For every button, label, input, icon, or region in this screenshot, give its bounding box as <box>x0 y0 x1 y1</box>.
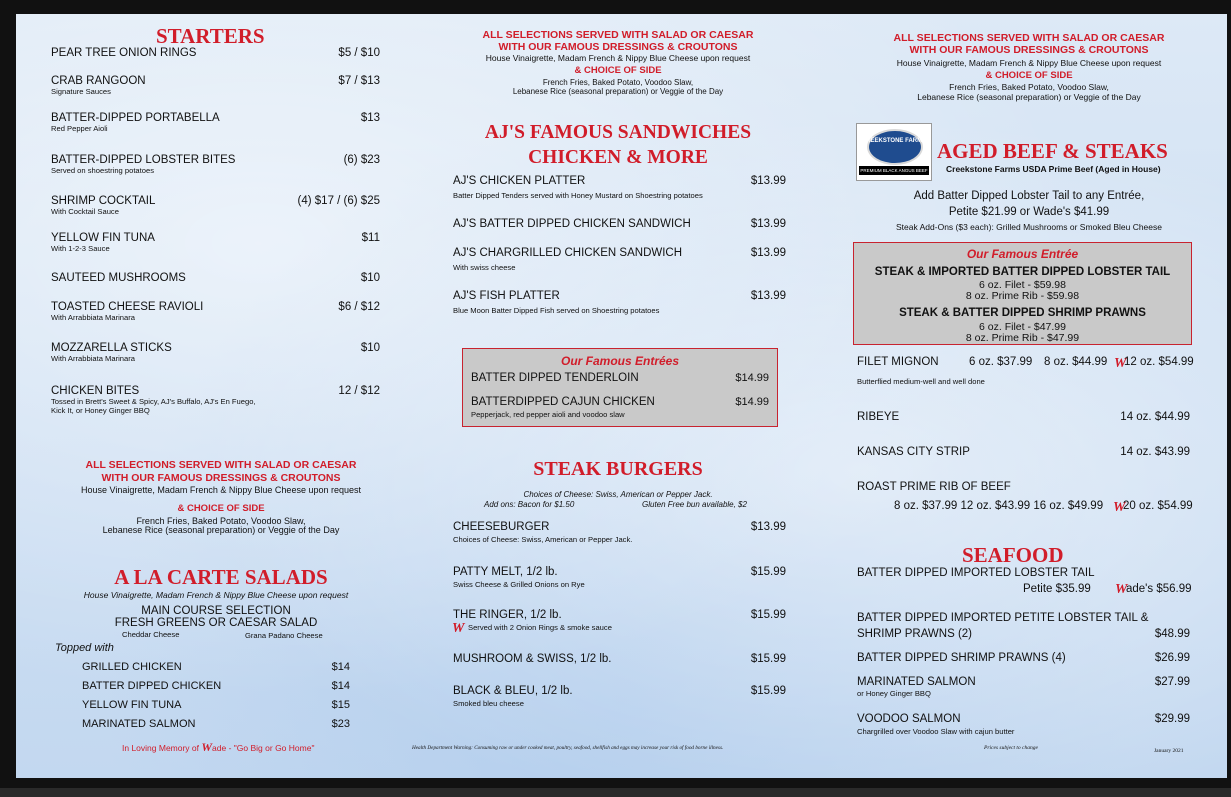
col2-side-title: & CHOICE OF SIDE <box>574 65 662 76</box>
entree-cajun-price: $14.99 <box>735 396 769 408</box>
menu-page <box>16 14 1227 778</box>
voodoo-salmon-desc: Chargrilled over Voodoo Slaw with cajun butter <box>857 727 1015 736</box>
col3-entree-box <box>853 242 1192 345</box>
sandwich-name: AJ'S FISH PLATTER <box>453 290 560 302</box>
lobster-petite-price: Petite $35.99 <box>1023 583 1091 595</box>
starter-price: 12 / $12 <box>338 385 380 397</box>
greens-label: FRESH GREENS OR CAESAR SALAD <box>114 617 318 629</box>
starter-price: $7 / $13 <box>338 75 380 87</box>
col2-side-line2: Lebanese Rice (seasonal preparation) or Veggie of the Day <box>512 87 724 96</box>
petite-tail-line2: SHRIMP PRAWNS (2) <box>857 628 973 640</box>
burger-desc: Choices of Cheese: Swiss, American or Pepper Jack. <box>453 535 633 544</box>
starter-desc: Kick It, or Honey Ginger BBQ <box>51 406 150 415</box>
bottom-strip <box>0 788 1231 797</box>
prawns-price: $26.99 <box>1154 652 1190 664</box>
starter-name: YELLOW FIN TUNA <box>51 232 155 244</box>
entree-prawns-primerib: 8 oz. Prime Rib - $47.99 <box>965 332 1080 344</box>
logo-oval <box>867 129 923 165</box>
starter-desc: Red Pepper Aioli <box>51 124 108 133</box>
entree-cajun-desc: Pepperjack, red pepper aioli and voodoo slaw <box>471 410 625 419</box>
topping-name: MARINATED SALMON <box>82 718 196 730</box>
filet-desc: Butterflied medium-well and well done <box>857 377 985 386</box>
entree-lobster-primerib: 8 oz. Prime Rib - $59.98 <box>965 290 1080 302</box>
starter-desc: With Cocktail Sauce <box>51 207 119 216</box>
sandwich-price: $13.99 <box>750 290 786 302</box>
burger-desc: Smoked bleu cheese <box>453 699 524 708</box>
burger-name: CHEESEBURGER <box>453 521 550 533</box>
sandwich-name: AJ'S CHARGRILLED CHICKEN SANDWICH <box>453 247 683 259</box>
topping-price: $15 <box>331 699 350 711</box>
marinated-salmon-price: $27.99 <box>1154 676 1190 688</box>
sandwiches-title-line2: CHICKEN & MORE <box>528 147 708 168</box>
starter-desc: Signature Sauces <box>51 87 111 96</box>
starter-name: TOASTED CHEESE RAVIOLI <box>51 301 204 313</box>
col1-selection-line2: WITH OUR FAMOUS DRESSINGS & CROUTONS <box>101 472 341 484</box>
starter-price: $10 <box>360 342 380 354</box>
sandwich-price: $13.99 <box>750 175 786 187</box>
filet-12oz: 12 oz. $54.99 <box>1124 356 1194 368</box>
entree-prawns-title: STEAK & BATTER DIPPED SHRIMP PRAWNS <box>899 307 1146 319</box>
col2-selection-line1: ALL SELECTIONS SERVED WITH SALAD OR CAESAR <box>482 29 754 41</box>
topping-price: $23 <box>331 718 350 730</box>
burger-price: $15.99 <box>750 609 786 621</box>
col1-side-line2: Lebanese Rice (seasonal preparation) or Veggie of the Day <box>102 525 340 535</box>
col1-dressings: House Vinaigrette, Madam French & Nippy Blue Cheese upon request <box>81 485 361 495</box>
col1-side-title: & CHOICE OF SIDE <box>177 503 265 514</box>
voodoo-salmon-price: $29.99 <box>1154 713 1190 725</box>
starter-name: BATTER-DIPPED LOBSTER BITES <box>51 154 236 166</box>
prime-rib-name: ROAST PRIME RIB OF BEEF <box>857 481 1011 493</box>
menu-date: January 2021 <box>1154 748 1184 754</box>
sandwich-price: $13.99 <box>750 247 786 259</box>
salads-subtitle: House Vinaigrette, Madam French & Nippy Blue Cheese upon request <box>83 590 349 600</box>
col3-selection-line2: WITH OUR FAMOUS DRESSINGS & CROUTONS <box>909 44 1149 56</box>
prime-w-mark: W <box>1113 500 1126 515</box>
topping-name: YELLOW FIN TUNA <box>82 699 182 711</box>
steak-addons: Steak Add-Ons ($3 each): Grilled Mushrooms or Smoked Bleu Cheese <box>896 222 1162 232</box>
starter-price: (6) $23 <box>343 154 380 166</box>
sandwich-desc: Blue Moon Batter Dipped Fish served on Shoestring potatoes <box>453 306 660 315</box>
seafood-title: SEAFOOD <box>962 543 1064 567</box>
burgers-gluten-free: Gluten Free bun available, $2 <box>642 500 747 509</box>
burger-name: PATTY MELT, 1/2 lb. <box>453 566 558 578</box>
entree-tenderloin-name: BATTER DIPPED TENDERLOIN <box>471 372 639 384</box>
prices-note: Prices subject to change <box>984 745 1038 751</box>
entree-lobster-title: STEAK & IMPORTED BATTER DIPPED LOBSTER TAIL <box>874 266 1171 278</box>
col2-entrees-title: Our Famous Entrées <box>560 354 680 368</box>
ringer-w-mark: W <box>452 621 465 636</box>
logo-text: CREEKSTONE FARMS <box>861 138 927 144</box>
prime-rib-20oz: 20 oz. $54.99 <box>1123 500 1193 512</box>
sandwich-price: $13.99 <box>750 218 786 230</box>
health-warning: Health Department Warning: Consuming raw or under cooked meat, poultry, seafood, shellfish and eggs may increase your risk of food borne illness. <box>412 745 724 751</box>
burger-desc: Served with 2 Onion Rings & smoke sauce <box>468 623 612 632</box>
starter-name: SAUTEED MUSHROOMS <box>51 272 186 284</box>
sandwich-name: AJ'S CHICKEN PLATTER <box>453 175 586 187</box>
col3-side-title: & CHOICE OF SIDE <box>985 70 1073 81</box>
starter-price: (4) $17 / (6) $25 <box>297 195 380 207</box>
starter-desc: Served on shoestring potatoes <box>51 166 155 175</box>
col2-dressings: House Vinaigrette, Madam French & Nippy Blue Cheese upon request <box>485 53 751 63</box>
burger-name: THE RINGER, 1/2 lb. <box>453 609 562 621</box>
starter-price: $5 / $10 <box>338 47 380 59</box>
filet-8oz: 8 oz. $44.99 <box>1044 356 1108 368</box>
burger-name: MUSHROOM & SWISS, 1/2 lb. <box>453 653 612 665</box>
starter-price: $6 / $12 <box>338 301 380 313</box>
burgers-title: STEAK BURGERS <box>533 458 703 480</box>
steaks-title: AGED BEEF & STEAKS <box>937 139 1168 163</box>
burger-desc: Swiss Cheese & Grilled Onions on Rye <box>453 580 585 589</box>
sandwich-name: AJ'S BATTER DIPPED CHICKEN SANDWICH <box>453 218 691 230</box>
topping-price: $14 <box>331 680 350 692</box>
filet-w-mark: W <box>1114 356 1127 371</box>
lobster-add-line1: Add Batter Dipped Lobster Tail to any Entrée, <box>913 190 1145 202</box>
starter-desc: With Arrabbiata Marinara <box>51 354 135 363</box>
burgers-addons: Add ons: Bacon for $1.50 <box>484 500 575 509</box>
starter-name: CRAB RANGOON <box>51 75 146 87</box>
creekstone-logo <box>856 123 932 181</box>
salads-title: A LA CARTE SALADS <box>114 565 328 589</box>
starter-name: BATTER-DIPPED PORTABELLA <box>51 112 220 124</box>
petite-tail-line1: BATTER DIPPED IMPORTED PETITE LOBSTER TAIL & <box>857 612 1149 624</box>
entree-prawns-filet: 6 oz. Filet - $47.99 <box>979 321 1066 333</box>
col1-selection-line1: ALL SELECTIONS SERVED WITH SALAD OR CAESAR <box>85 459 357 471</box>
lobster-tail-name: BATTER DIPPED IMPORTED LOBSTER TAIL <box>857 567 1095 579</box>
memory-post: ade - "Go Big or Go Home" <box>212 743 315 753</box>
starter-price: $13 <box>360 112 380 124</box>
starter-name: CHICKEN BITES <box>51 385 140 397</box>
col3-dressings: House Vinaigrette, Madam French & Nippy Blue Cheese upon request <box>896 58 1162 68</box>
sandwich-desc: With swiss cheese <box>453 263 516 272</box>
ribeye-price: 14 oz. $44.99 <box>1120 411 1190 423</box>
entree-cajun-name: BATTERDIPPED CAJUN CHICKEN <box>471 396 655 408</box>
starters-title: STARTERS <box>156 24 265 48</box>
starter-desc: Tossed in Brett's Sweet & Spicy, AJ's Buffalo, AJ's En Fuego, <box>51 397 256 406</box>
topping-name: BATTER DIPPED CHICKEN <box>82 680 222 692</box>
memory-pre: In Loving Memory of <box>122 743 202 753</box>
topping-price: $14 <box>331 661 350 673</box>
prime-rib-prices: 8 oz. $37.99 12 oz. $43.99 16 oz. $49.99 <box>894 500 1104 512</box>
burgers-choice: Choices of Cheese: Swiss, American or Pepper Jack. <box>523 490 713 499</box>
starter-price: $10 <box>360 272 380 284</box>
kc-strip-price: 14 oz. $43.99 <box>1120 446 1190 458</box>
col1-side-line1: French Fries, Baked Potato, Voodoo Slaw, <box>136 516 306 526</box>
col2-selection-line2: WITH OUR FAMOUS DRESSINGS & CROUTONS <box>498 41 738 53</box>
sandwiches-title-line1: AJ'S FAMOUS SANDWICHES <box>484 122 752 143</box>
lobster-w-mark: W <box>1115 582 1128 597</box>
lobster-add-line2: Petite $21.99 or Wade's $41.99 <box>948 206 1110 218</box>
main-course-label: MAIN COURSE SELECTION <box>141 605 291 617</box>
voodoo-salmon-name: VOODOO SALMON <box>857 713 961 725</box>
burger-price: $15.99 <box>750 566 786 578</box>
topped-label: Topped with <box>55 642 114 654</box>
burger-name: BLACK & BLEU, 1/2 lb. <box>453 685 573 697</box>
burger-price: $15.99 <box>750 653 786 665</box>
marinated-salmon-name: MARINATED SALMON <box>857 676 976 688</box>
starter-name: MOZZARELLA STICKS <box>51 342 172 354</box>
col3-side-line2: Lebanese Rice (seasonal preparation) or Veggie of the Day <box>917 92 1141 102</box>
burger-price: $13.99 <box>750 521 786 533</box>
starter-desc: With Arrabbiata Marinara <box>51 313 135 322</box>
ribeye-name: RIBEYE <box>857 411 900 423</box>
lobster-wades-price: ade's $56.99 <box>1126 583 1192 595</box>
col3-selection-line1: ALL SELECTIONS SERVED WITH SALAD OR CAESAR <box>893 32 1165 44</box>
steaks-subtitle: Creekstone Farms USDA Prime Beef (Aged in House) <box>946 164 1161 174</box>
filet-6oz: 6 oz. $37.99 <box>969 356 1033 368</box>
memory-line <box>122 740 314 755</box>
prawns-name: BATTER DIPPED SHRIMP PRAWNS (4) <box>857 652 1066 664</box>
col2-side-line1: French Fries, Baked Potato, Voodoo Slaw, <box>542 78 694 87</box>
starter-name: SHRIMP COCKTAIL <box>51 195 156 207</box>
petite-tail-price: $48.99 <box>1154 628 1190 640</box>
col2-entrees-box <box>462 348 778 427</box>
col3-side-line1: French Fries, Baked Potato, Voodoo Slaw, <box>949 82 1109 92</box>
burger-price: $15.99 <box>750 685 786 697</box>
entree-lobster-filet: 6 oz. Filet - $59.98 <box>979 279 1066 291</box>
logo-subtext: PREMIUM BLACK ANGUS BEEF <box>860 168 928 173</box>
filet-name: FILET MIGNON <box>857 356 939 368</box>
topping-name: GRILLED CHICKEN <box>82 661 182 673</box>
starter-desc: With 1-2-3 Sauce <box>51 244 110 253</box>
marinated-salmon-desc: or Honey Ginger BBQ <box>857 689 931 698</box>
starter-price: $11 <box>361 232 380 244</box>
col3-entree-title: Our Famous Entrée <box>966 247 1079 261</box>
cheddar-label: Cheddar Cheese <box>122 630 180 639</box>
kc-strip-name: KANSAS CITY STRIP <box>857 446 970 458</box>
grana-label: Grana Padano Cheese <box>245 631 323 640</box>
entree-tenderloin-price: $14.99 <box>735 372 769 384</box>
wade-w-mark: W <box>201 740 213 754</box>
sandwich-desc: Batter Dipped Tenders served with Honey Mustard on Shoestring potatoes <box>453 191 703 200</box>
starter-name: PEAR TREE ONION RINGS <box>51 47 197 59</box>
